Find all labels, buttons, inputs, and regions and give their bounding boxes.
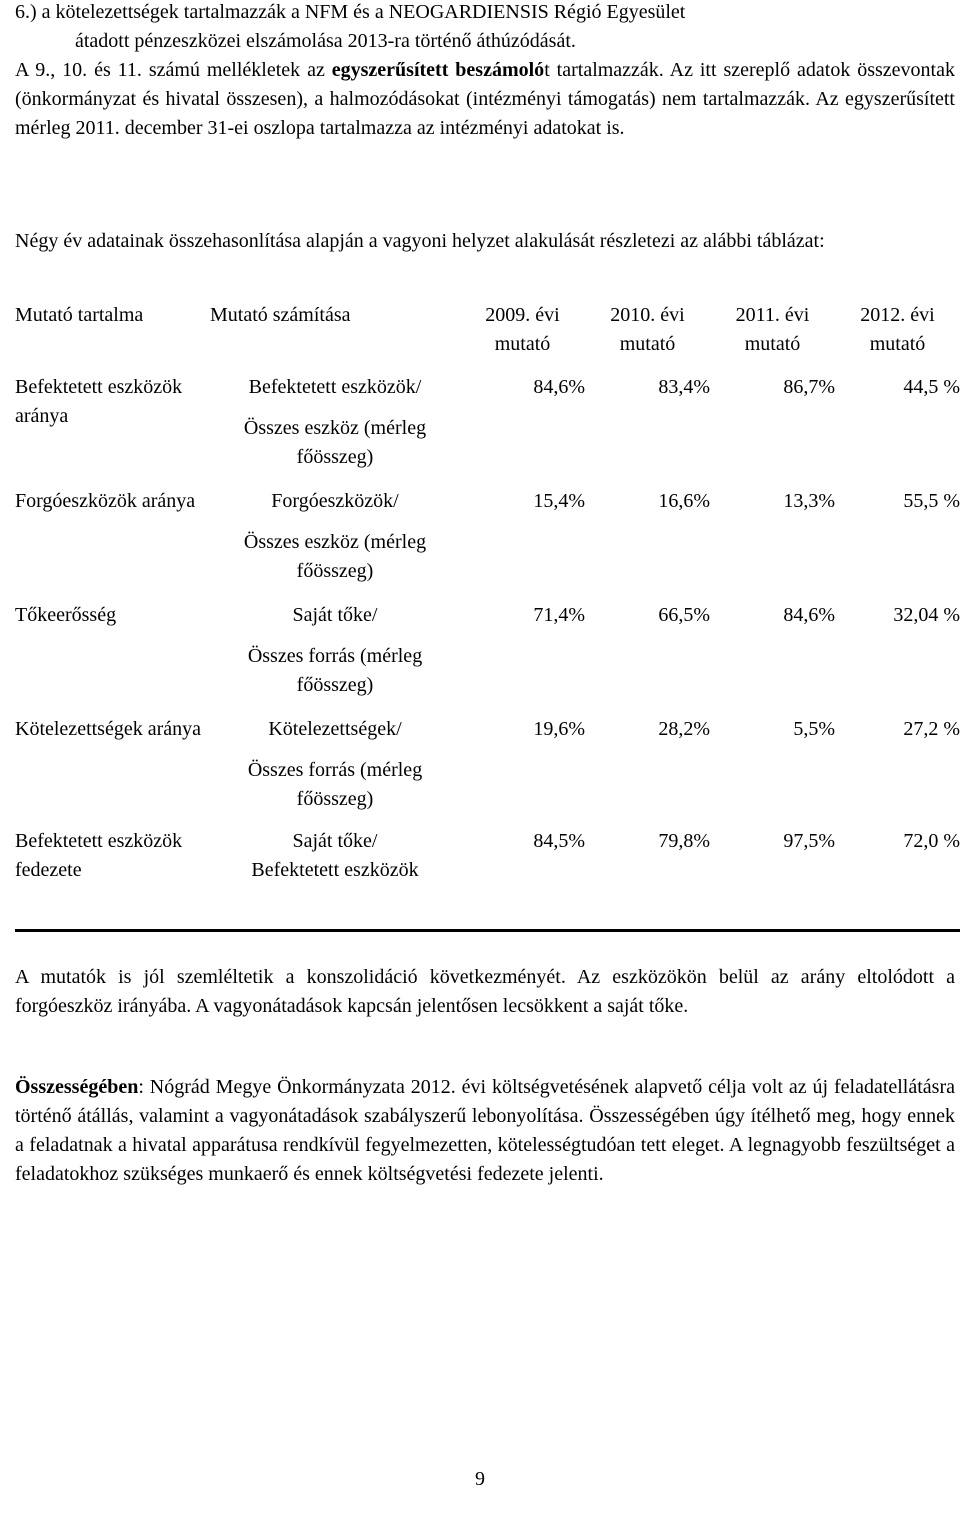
row-calc bbox=[210, 359, 460, 473]
header-2009: 2009. évi mutató bbox=[485, 304, 560, 355]
row-name: Befektetett eszközök aránya bbox=[15, 376, 183, 427]
value-2010: 83,4% bbox=[658, 376, 710, 398]
table-row bbox=[15, 359, 960, 473]
value-2012: 44,5 % bbox=[903, 376, 960, 398]
calc-numerator: Kötelezettségek/ bbox=[268, 718, 402, 740]
value-2010: 66,5% bbox=[658, 604, 710, 626]
header-calc: Mutató számítása bbox=[210, 304, 351, 326]
calc-numerator: Befektetett eszközök/ bbox=[248, 376, 422, 398]
row-calc bbox=[210, 815, 460, 917]
list-item-6-line2: átadott pénzeszközei elszámolása 2013-ra történő áthúzódását. bbox=[75, 30, 576, 52]
calc-denominator: Összes forrás (mérleg főösszeg) bbox=[247, 645, 423, 696]
list-item-6 bbox=[15, 0, 955, 56]
table-row bbox=[15, 701, 960, 815]
row-name: Forgóeszközök aránya bbox=[15, 490, 196, 512]
table-row bbox=[15, 587, 960, 701]
paragraph-summary bbox=[15, 1073, 955, 1189]
table-row bbox=[15, 473, 960, 587]
calc-denominator: Befektetett eszközök bbox=[251, 859, 419, 881]
value-2011: 5,5% bbox=[793, 718, 835, 740]
table-header-row bbox=[15, 297, 960, 359]
value-2010: 28,2% bbox=[658, 718, 710, 740]
paragraph-text: t tartalmazzák. Az itt szereplő adatok összevontak (önkormányzat és hivatal összesen), a halmozódásokat (intézményi támogatás) nem tartalmazzák. Az egyszerűsített mérleg 2011. december 31-ei oszlopa tartalmazza az intézményi adatokat is. bbox=[15, 59, 955, 139]
value-2011: 86,7% bbox=[783, 376, 835, 398]
row-calc bbox=[210, 473, 460, 587]
calc-numerator: Saját tőke/ bbox=[292, 830, 378, 852]
paragraph-text: A 9., 10. és 11. számú mellékletek az bbox=[15, 59, 332, 81]
value-2012: 27,2 % bbox=[903, 718, 960, 740]
value-2010: 16,6% bbox=[658, 490, 710, 512]
value-2009: 15,4% bbox=[533, 490, 585, 512]
list-item-6-line1: 6.) a kötelezettségek tartalmazzák a NFM és a NEOGARDIENSIS Régió Egyesület bbox=[15, 1, 686, 23]
table-bottom-rule bbox=[15, 929, 960, 932]
header-2012: 2012. évi mutató bbox=[860, 304, 935, 355]
value-2012: 72,0 % bbox=[903, 830, 960, 852]
value-2009: 84,5% bbox=[533, 830, 585, 852]
row-name: Tőkeerősség bbox=[15, 604, 117, 626]
value-2011: 97,5% bbox=[783, 830, 835, 852]
calc-numerator: Forgóeszközök/ bbox=[271, 490, 399, 512]
value-2009: 19,6% bbox=[533, 718, 585, 740]
calc-denominator: Összes eszköz (mérleg főösszeg) bbox=[243, 531, 427, 582]
page-number: 9 bbox=[475, 1468, 485, 1490]
indicator-table bbox=[15, 297, 960, 917]
value-2009: 84,6% bbox=[533, 376, 585, 398]
value-2012: 32,04 % bbox=[893, 604, 960, 626]
value-2011: 13,3% bbox=[783, 490, 835, 512]
calc-numerator: Saját tőke/ bbox=[292, 604, 378, 626]
row-name: Befektetett eszközök fedezete bbox=[15, 830, 183, 881]
row-calc bbox=[210, 701, 460, 815]
calc-denominator: Összes eszköz (mérleg főösszeg) bbox=[243, 417, 427, 468]
value-2009: 71,4% bbox=[533, 604, 585, 626]
paragraph-table-intro: Négy év adatainak összehasonlítása alapján a vagyoni helyzet alakulását részletezi az alábbi táblázat: bbox=[15, 230, 825, 252]
paragraph-text: : Nógrád Megye Önkormányzata 2012. évi költségvetésének alapvető célja volt az új feladatellátásra történő átállás, valamint a vagyonátadások szabályszerű lebonyolítása. Összességében úgy ítélhető meg, hogy ennek a feladatnak a hivatal apparátusa rendkívül fegyelmezetten, kötelességtudóan tett eleget. A legnagyobb feszültséget a feladatokhoz szükséges munkaerő és ennek költségvetési fedezete jelenti. bbox=[15, 1076, 955, 1185]
value-2012: 55,5 % bbox=[903, 490, 960, 512]
table-row bbox=[15, 815, 960, 917]
paragraph-simplified-report bbox=[15, 56, 955, 143]
header-2011: 2011. évi mutató bbox=[735, 304, 810, 355]
value-2011: 84,6% bbox=[783, 604, 835, 626]
paragraph-conclusion: A mutatók is jól szemléltetik a konszolidáció következményét. Az eszközökön belül az arány eltolódott a forgóeszköz irányába. A vagyonátadások kapcsán jelentősen lecsökkent a saját tőke. bbox=[15, 966, 955, 1017]
bold-term: Összességében bbox=[15, 1076, 139, 1098]
header-2010: 2010. évi mutató bbox=[610, 304, 685, 355]
value-2010: 79,8% bbox=[658, 830, 710, 852]
row-calc bbox=[210, 587, 460, 701]
bold-term: egyszerűsített beszámoló bbox=[331, 59, 545, 81]
calc-denominator: Összes forrás (mérleg főösszeg) bbox=[247, 759, 423, 810]
row-name: Kötelezettségek aránya bbox=[15, 718, 202, 740]
header-content: Mutató tartalma bbox=[15, 304, 144, 326]
